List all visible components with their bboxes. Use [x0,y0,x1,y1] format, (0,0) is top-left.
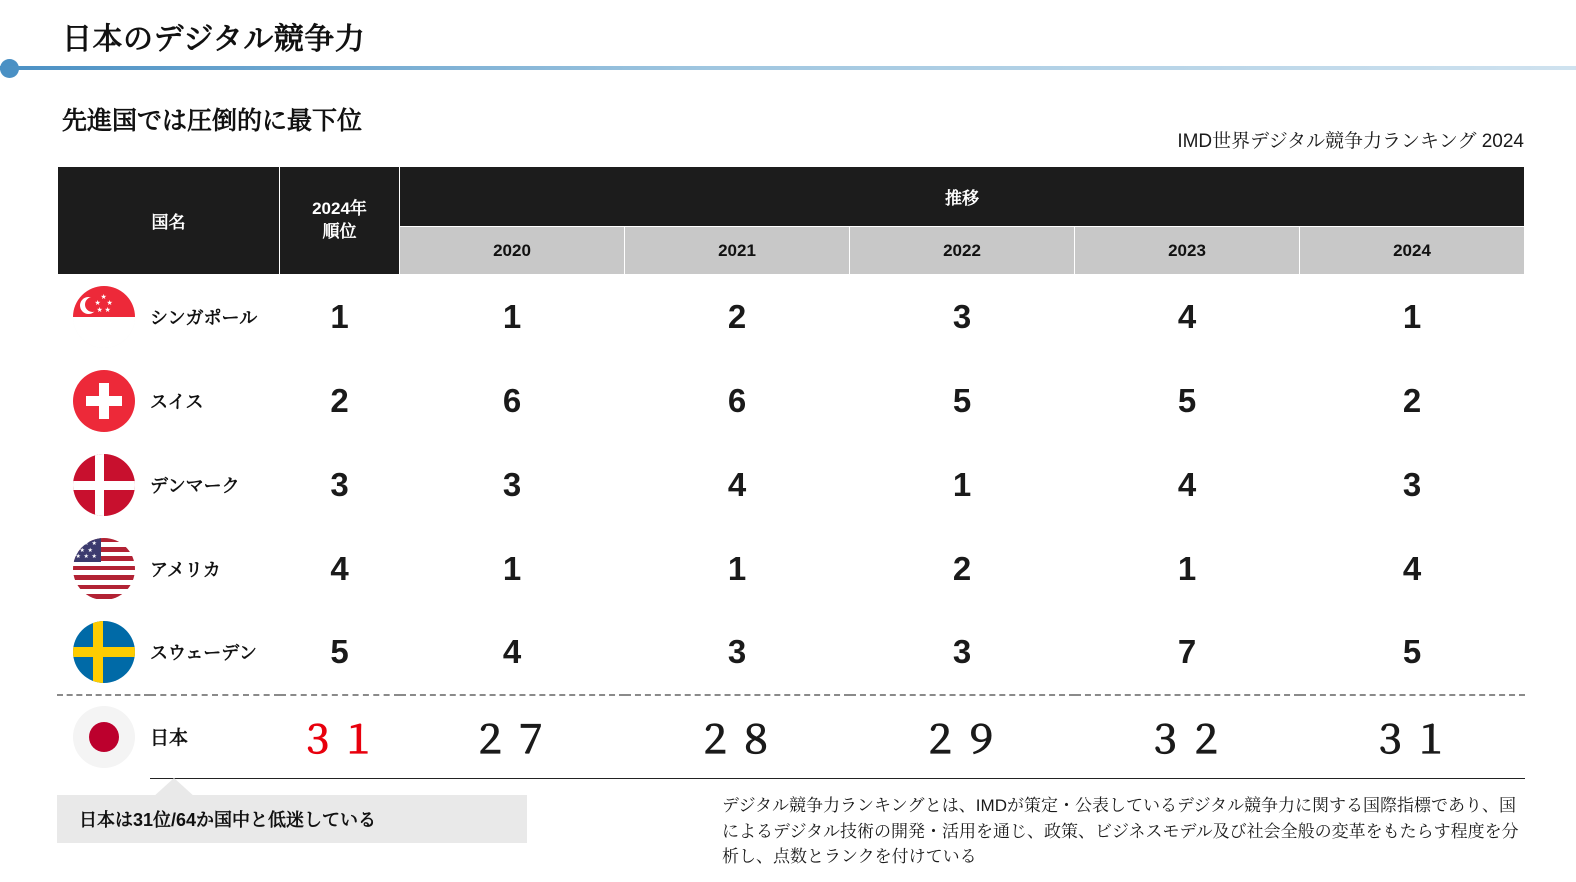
country-name: デンマーク [150,443,280,527]
table-row [58,359,1525,443]
callout-box: 日本は31位/64か国中と低迷している [57,795,527,843]
year-value-2022: 3 [850,275,1075,359]
year-value-2024: 1 [1300,275,1525,359]
country-name: アメリカ [150,527,280,611]
table-row-japan [58,695,1525,779]
title-divider [0,66,1576,70]
rank-value: 5 [280,611,400,695]
header-trend: 推移 [400,167,1525,227]
year-value-2020: 1 [400,275,625,359]
year-value-2022: 5 [850,359,1075,443]
year-value-2021: 6 [625,359,850,443]
country-name: シンガポール [150,275,280,359]
header-rank-line2: 順位 [322,221,357,241]
header-year-2022: 2022 [850,227,1075,275]
year-value-2020: 4 [400,611,625,695]
denmark-flag-icon [73,454,135,516]
section-subtitle: 先進国では圧倒的に最下位 [62,107,363,135]
country-name: スイス [150,359,280,443]
table-row [58,275,1525,359]
header-year-2021: 2021 [625,227,850,275]
flag-cell [58,611,150,695]
year-value-2024: 5 [1300,611,1525,695]
ranking-table [57,166,1525,779]
rank-value: 1 [280,275,400,359]
year-value-2024: 4 [1300,527,1525,611]
flag-cell [58,695,150,779]
year-value-2021: 4 [625,443,850,527]
rank-value: 4 [280,527,400,611]
flag-cell [58,443,150,527]
rank-value: 3 [280,443,400,527]
year-value-2022: 3 [850,611,1075,695]
header-year-2024: 2024 [1300,227,1525,275]
header-rank-2024 [280,167,400,275]
usa-flag-icon: ★ ★ ★ ★ ★ ★ ★ ★ [73,538,135,600]
year-value-2021: 1 [625,527,850,611]
year-value-2020: 6 [400,359,625,443]
table-row [58,611,1525,695]
year-value-2021: 3 [625,611,850,695]
flag-cell [58,359,150,443]
header-year-2023: 2023 [1075,227,1300,275]
flag-cell [58,527,150,611]
country-name: スウェーデン [150,611,280,695]
year-value-2021: 2 [625,275,850,359]
japan-flag-icon [73,706,135,768]
year-value-2020: ２７ [400,695,625,779]
year-value-2023: 4 [1075,275,1300,359]
flag-cell [58,275,150,359]
year-value-2020: 1 [400,527,625,611]
rank-value: 2 [280,359,400,443]
year-value-2023: 1 [1075,527,1300,611]
year-value-2021: ２８ [625,695,850,779]
footnote-text: デジタル競争力ランキングとは、IMDが策定・公表しているデジタル競争力に関する国際指標であり、国によるデジタル技術の開発・活用を通じ、政策、ビジネスモデル及び社会全般の変革をもたらす程度を分析し、点数とランクを付けている [722,796,1519,866]
year-value-2022: 1 [850,443,1075,527]
year-value-2020: 3 [400,443,625,527]
page-title: 日本のデジタル競争力 [62,23,366,56]
year-value-2024: 2 [1300,359,1525,443]
year-value-2023: 7 [1075,611,1300,695]
year-value-2023: ３２ [1075,695,1300,779]
year-value-2022: ２９ [850,695,1075,779]
year-value-2024: 3 [1300,443,1525,527]
ranking-table-container [57,166,1524,779]
rank-value-highlight: ３１ [280,695,400,779]
header-rank-line1: 2024年 [312,198,367,218]
year-value-2023: 4 [1075,443,1300,527]
header-year-2020: 2020 [400,227,625,275]
country-name: 日本 [150,695,280,779]
header-country: 国名 [58,167,280,275]
singapore-flag-icon: ★ ★ ★ ★ ★ [73,286,135,348]
source-label: IMD世界デジタル競争力ランキング 2024 [1177,131,1524,152]
year-value-2022: 2 [850,527,1075,611]
year-value-2024: ３１ [1300,695,1525,779]
year-value-2023: 5 [1075,359,1300,443]
sweden-flag-icon [73,621,135,683]
switzerland-flag-icon [73,370,135,432]
table-row [58,527,1525,611]
table-row [58,443,1525,527]
